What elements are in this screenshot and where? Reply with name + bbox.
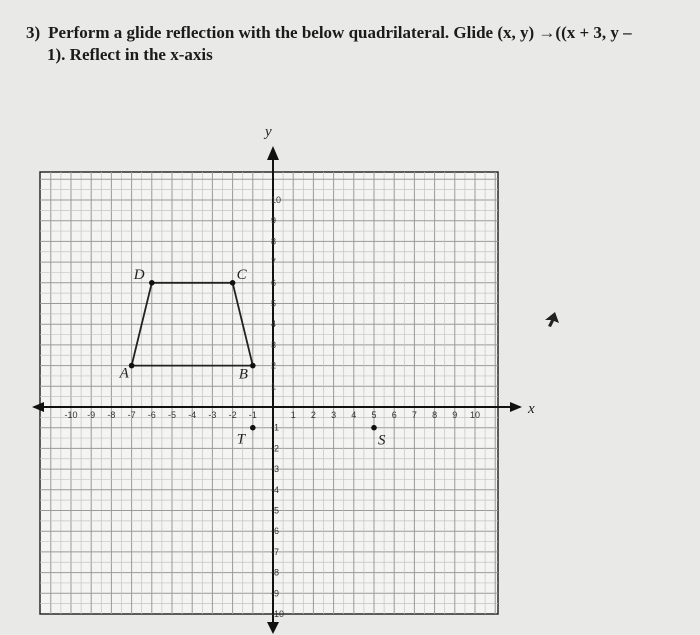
x-tick-label: -3: [208, 410, 217, 420]
question-number: 3): [26, 23, 41, 42]
x-tick-label: 4: [351, 410, 357, 420]
x-axis-label: x: [528, 401, 535, 417]
x-tick-label: 5: [371, 410, 377, 420]
y-tick-label: -6: [271, 526, 280, 537]
y-tick-label: -4: [271, 484, 280, 495]
vertex-label-a: A: [119, 365, 129, 382]
x-tick-label: -8: [107, 410, 116, 420]
y-axis-label: y: [265, 124, 272, 140]
y-tick-label: 10: [271, 195, 282, 205]
y-tick-label: -1: [271, 422, 280, 433]
y-tick-label: -8: [271, 567, 280, 578]
vertex-a: [129, 363, 135, 369]
y-tick-label: -10: [271, 609, 285, 619]
x-tick-label: 10: [469, 410, 481, 420]
point-label-s: S: [378, 432, 386, 449]
x-tick-label: -6: [147, 410, 156, 420]
point-label-t: T: [236, 431, 246, 448]
x-tick-label: 8: [432, 410, 438, 420]
x-tick-label: -9: [87, 410, 96, 420]
y-tick-label: 8: [271, 236, 277, 247]
x-tick-label: 1: [290, 410, 296, 420]
y-tick-label: 3: [271, 339, 277, 350]
x-tick-label: -1: [248, 410, 257, 420]
vertex-b: [250, 363, 256, 369]
x-tick-label: 6: [391, 410, 397, 420]
vertex-label-c: C: [236, 266, 247, 283]
y-tick-label: 6: [271, 277, 277, 288]
point-t: [250, 425, 256, 431]
y-tick-label: 2: [271, 360, 277, 371]
x-tick-label: -10: [64, 410, 78, 420]
y-axis-arrow-down-icon: [267, 622, 279, 634]
y-tick-label: 4: [271, 319, 277, 330]
question-line-2: 1). Reflect in the x-axis: [47, 45, 213, 64]
question-line-1: Perform a glide reflection with the below quadrilateral. Glide (x, y) →((x + 3, y –: [48, 23, 632, 42]
x-tick-label: -4: [188, 410, 197, 420]
x-tick-label: -5: [167, 410, 177, 420]
x-tick-label: 3: [331, 410, 337, 420]
cursor-arrow-icon: [545, 312, 559, 327]
y-tick-label: -9: [271, 588, 280, 599]
y-tick-label: 5: [271, 298, 277, 309]
y-tick-label: 7: [271, 257, 277, 268]
x-tick-label: -7: [127, 410, 136, 420]
y-axis-arrow-up-icon: [267, 146, 279, 160]
y-tick-label: -5: [271, 505, 280, 516]
y-tick-label: -2: [271, 443, 280, 454]
grid-border: [40, 172, 498, 614]
point-s: [371, 425, 377, 431]
y-tick-label: -7: [271, 546, 280, 557]
y-tick-label: 9: [271, 215, 277, 226]
vertex-c: [230, 280, 236, 286]
vertex-label-b: B: [238, 366, 248, 383]
y-tick-label: 1: [271, 381, 277, 392]
y-tick-label: -3: [271, 464, 280, 475]
x-tick-label: 7: [411, 410, 417, 420]
x-axis-arrow-right-icon: [510, 402, 522, 412]
x-tick-label: 9: [452, 410, 458, 420]
x-tick-label: -2: [228, 410, 237, 420]
vertex-d: [149, 280, 155, 286]
x-axis-arrow-left-icon: [32, 402, 44, 412]
x-tick-label: 2: [310, 410, 316, 420]
vertex-label-d: D: [133, 266, 145, 283]
